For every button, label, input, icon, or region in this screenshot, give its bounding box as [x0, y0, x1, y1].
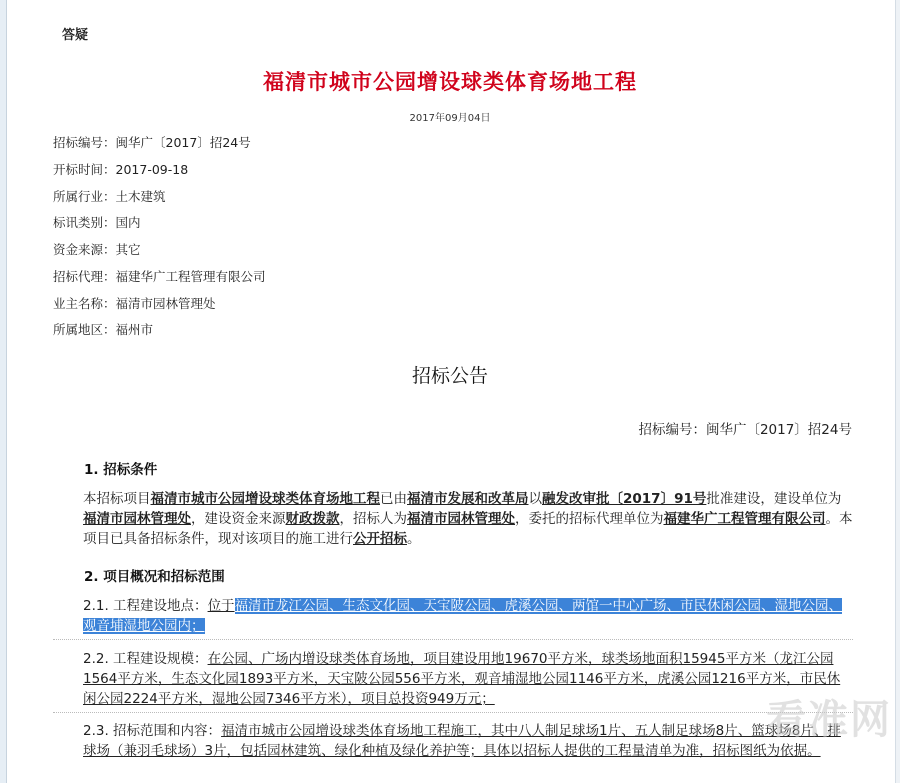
approval-doc: 融发改审批〔2017〕91号: [542, 491, 707, 507]
info-value: 福州市: [115, 322, 154, 337]
item-prefix: 位于: [207, 598, 235, 614]
info-row-open-time: [53, 160, 188, 178]
info-row-fund: [53, 240, 141, 258]
info-key: 资金来源：: [53, 242, 116, 257]
notice-title: 招标公告: [411, 365, 488, 387]
info-value: 闽华广〔2017〕招24号: [115, 135, 251, 150]
item-text: 在公园、广场内增设球类体育场地，项目建设用地19670平方米，球类场地面积15945平方米（龙江公园1564平方米，生态文化园1893平方米，天宝陂公园556平方米，观音埔湿地公园1146平方米，虎溪公园1216平方米，市民休闲公园2224平方米，湿地公园7346平方米），项目总投资949万元；: [83, 651, 841, 707]
text: 已由: [380, 491, 407, 507]
text: ，建设资金来源: [191, 511, 286, 527]
info-key: 招标代理：: [53, 269, 116, 284]
info-value: 福清市园林管理处: [115, 296, 216, 311]
owner-name: 福清市园林管理处: [83, 511, 191, 527]
tender-method: 公开招标: [353, 531, 407, 547]
divider: [53, 712, 853, 714]
info-value: 其它: [115, 242, 141, 257]
text: 本招标项目: [83, 491, 151, 507]
approver-name: 福清市发展和改革局: [407, 491, 529, 507]
section2-item-location: [53, 596, 853, 636]
category-label: 答疑: [62, 28, 89, 43]
page-title: 福清市城市公园增设球类体育场地工程: [263, 69, 637, 94]
info-row-region: [53, 320, 153, 338]
info-row-category: [53, 213, 141, 231]
section2-item-scope: [53, 721, 853, 761]
agent-name: 福建华广工程管理有限公司: [663, 511, 826, 527]
info-key: 开标时间：: [53, 162, 116, 177]
info-key: 标讯类别：: [53, 215, 116, 230]
info-key: 所属行业：: [53, 189, 116, 204]
notice-code: 招标编号：闽华广〔2017〕招24号: [638, 422, 852, 438]
text: ，招标人为: [339, 511, 407, 527]
text: 。: [407, 531, 421, 547]
item-label: 2.1. 工程建设地点：: [83, 598, 208, 614]
info-value: 福建华广工程管理有限公司: [115, 269, 266, 284]
item-text: 福清市城市公园增设球类体育场地工程施工，其中八人制足球场1片、五人制足球场8片、篮球场8片、排球场（兼羽毛球场）3片，包括园林建筑、绿化种植及绿化养护等；具体以招标人提供的工程量清单为准，招标图纸为依据。: [83, 723, 841, 759]
info-row-agent: [53, 267, 266, 285]
text: 以: [528, 491, 542, 507]
fund-source: 财政拨款: [285, 511, 340, 527]
info-row-owner: [53, 294, 216, 312]
text: ，委托的招标代理单位为: [515, 511, 664, 527]
item-label: 2.2. 工程建设规模：: [83, 651, 208, 667]
text: 。本项目已具备招标条件，现对该项目的施工进行: [83, 511, 853, 547]
tenderer-name: 福清市园林管理处: [407, 511, 515, 527]
watermark-logo: 看准网: [766, 697, 892, 743]
text: 批准建设，建设单位为: [706, 491, 842, 507]
section-heading-overview: 2. 项目概况和招标范围: [84, 569, 225, 585]
info-row-code: [53, 133, 251, 151]
section1-paragraph: [53, 489, 853, 549]
info-value: 国内: [115, 215, 141, 230]
info-key: 招标编号：: [53, 135, 116, 150]
info-value: 2017-09-18: [115, 162, 189, 177]
selected-text[interactable]: 福清市龙江公园、生态文化园、天宝陂公园、虎溪公园、两馆一中心广场、市民休闲公园、湿地公园、观音埔湿地公园内；: [83, 598, 843, 634]
section2-item-scale: [53, 649, 853, 709]
divider: [53, 639, 853, 641]
section-heading-conditions: 1. 招标条件: [84, 462, 158, 478]
project-name: 福清市城市公园增设球类体育场地工程: [150, 491, 380, 507]
publish-date: 2017年09月04日: [409, 113, 491, 124]
item-label: 2.3. 招标范围和内容：: [83, 723, 222, 739]
info-row-industry: [53, 187, 166, 205]
info-key: 业主名称：: [53, 296, 116, 311]
info-key: 所属地区：: [53, 322, 116, 337]
info-value: 土木建筑: [115, 189, 166, 204]
